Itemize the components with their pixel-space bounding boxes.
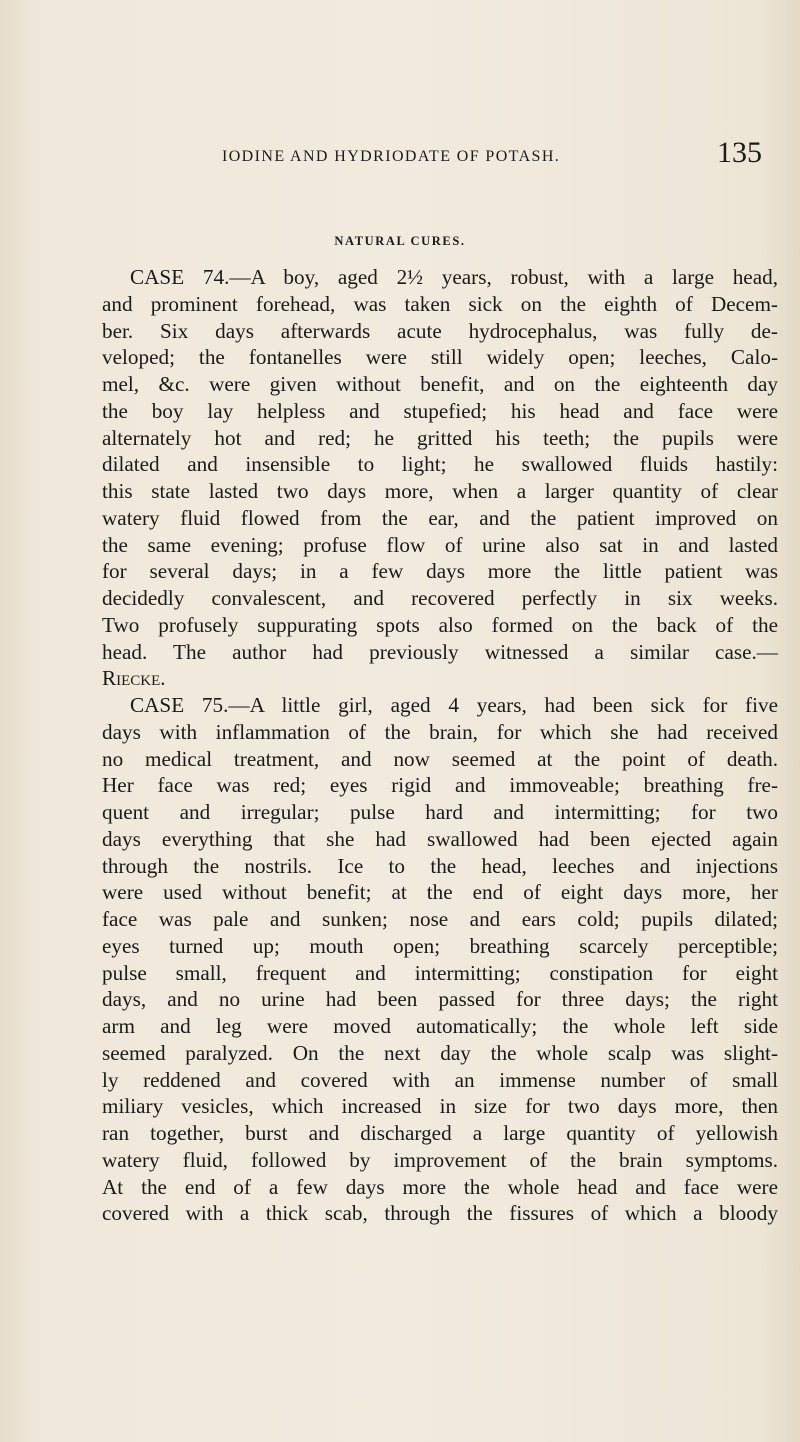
body-text <box>102 264 778 1227</box>
text-line: mel, &c. were given without benefit, and on the eighteenth day <box>102 372 778 396</box>
text-line: ran together, burst and discharged a large quantity of yellowish <box>102 1121 778 1145</box>
text-line: face was pale and sunken; nose and ears cold; pupils dilated; <box>102 907 778 931</box>
running-title: IODINE AND HYDRIODATE OF POTASH. <box>222 148 561 165</box>
text-line: days, and no urine had been passed for three days; the right <box>102 987 778 1012</box>
text-line: Her face was red; eyes rigid and immoveable; breathing fre- <box>102 773 778 798</box>
text-line: watery fluid flowed from the ear, and the patient improved on <box>102 505 778 530</box>
text-line: seemed paralyzed. On the next day the whole scalp was slight- <box>102 1040 778 1065</box>
text-line: veloped; the fontanelles were still widely open; leeches, Calo- <box>102 345 778 370</box>
text-line: covered with a thick scab, through the fissures of which a bloody <box>102 1201 778 1226</box>
text-line: no medical treatment, and now seemed at the point of death. <box>102 746 778 771</box>
text-line: watery fluid, followed by improvement of the brain symptoms. <box>102 1147 778 1172</box>
text-line: alternately hot and red; he gritted his teeth; the pupils were <box>102 425 778 450</box>
text-line: this state lasted two days more, when a larger quantity of clear <box>102 479 778 503</box>
running-head <box>222 136 762 178</box>
text-line: for several days; in a few days more the little patient was <box>102 559 778 584</box>
text-line: Two profusely suppurating spots also formed on the back of the <box>102 612 778 637</box>
text-line: ber. Six days afterwards acute hydrocephalus, was fully de- <box>102 318 778 343</box>
text-line: through the nostrils. Ice to the head, leeches and injections <box>102 853 778 878</box>
text-line: Riecke. <box>102 666 166 691</box>
text-line: head. The author had previously witnessed a similar case.— <box>102 639 778 664</box>
text-line: days with inflammation of the brain, for which she had received <box>102 719 778 744</box>
text-line: ly reddened and covered with an immense number of small <box>102 1067 778 1092</box>
text-line: pulse small, frequent and intermitting; constipation for eight <box>102 960 778 985</box>
text-line: miliary vesicles, which increased in size for two days more, then <box>102 1094 778 1119</box>
text-line: CASE 75.—A little girl, aged 4 years, had been sick for five <box>130 693 778 717</box>
text-line: the same evening; profuse flow of urine also sat in and lasted <box>102 532 778 557</box>
text-line: eyes turned up; mouth open; breathing scarcely perceptible; <box>102 933 778 958</box>
section-heading: NATURAL CURES. <box>334 234 466 248</box>
text-line: were used without benefit; at the end of eight days more, her <box>102 880 778 905</box>
text-line: days everything that she had swallowed had been ejected again <box>102 826 778 851</box>
text-line: CASE 74.—A boy, aged 2½ years, robust, with a large head, <box>130 265 778 289</box>
page-number: 135 <box>717 136 762 169</box>
text-line: the boy lay helpless and stupefied; his head and face were <box>102 398 778 423</box>
text-line: dilated and insensible to light; he swallowed fluids hastily: <box>102 452 778 477</box>
text-line: arm and leg were moved automatically; the whole left side <box>102 1014 778 1038</box>
text-line: quent and irregular; pulse hard and intermitting; for two <box>102 800 778 824</box>
text-line: and prominent forehead, was taken sick on the eighth of Decem- <box>102 291 778 316</box>
text-line: decidedly convalescent, and recovered perfectly in six weeks. <box>102 586 778 610</box>
text-line: At the end of a few days more the whole head and face were <box>102 1174 778 1199</box>
